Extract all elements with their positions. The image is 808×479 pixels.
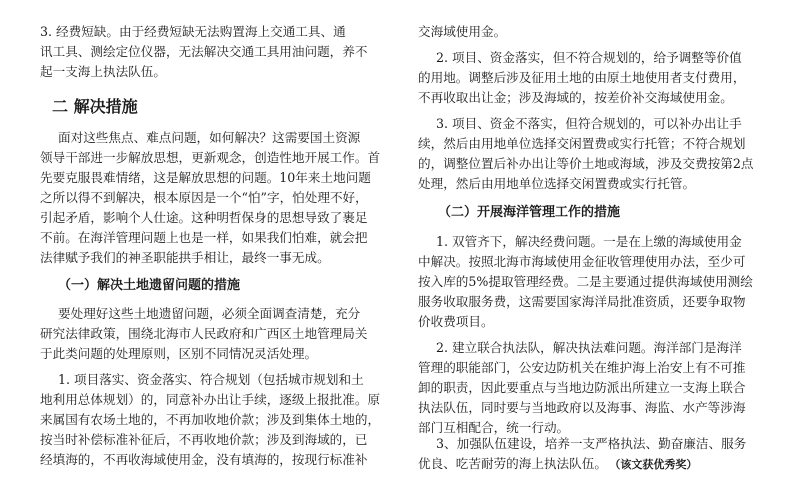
text-line: 起一支海上执法队伍。 <box>40 64 166 79</box>
text-line: 讯工具、测绘定位仪器，无法解决交通工具用油问题，养不 <box>40 44 368 59</box>
subheading: （一）解决土地遗留问题的措施 <box>58 278 241 293</box>
text-line: 处理，然后由用地单位选择交闲置费或实行托管。 <box>418 176 696 191</box>
text-line: 1. 项目落实、资金落实、符合规划（包括城市规划和土 <box>58 372 364 387</box>
text-line: 经填海的，不再收海域使用金，没有填海的，按现行标准补 <box>40 452 368 467</box>
text-line: 卸的职责，因此要重点与当地边防派出所建立一支海上联合 <box>418 380 746 395</box>
section-heading: 二 解决措施 <box>52 97 138 116</box>
text-line: 地利用总体规划）的，同意补办出让手续，逐级上报批准。原 <box>40 392 381 407</box>
text-line: 2. 建立联合执法队，解决执法难问题。海洋部门是海洋 <box>436 340 742 355</box>
subheading: （二）开展海洋管理工作的措施 <box>438 205 621 220</box>
text-line: 续，然后由用地单位选择交闲置费或实行托管；不符合规划 <box>418 136 746 151</box>
text-line: 的，调整位置后补办出让等价土地或海域，涉及交费按第2点 <box>418 156 754 171</box>
text-line: 引起矛盾，影响个人仕途。这种明哲保身的思想导致了裹足 <box>40 210 368 225</box>
text-line: 研究法律政策，围绕北海市人民政府和广西区土地管理局关 <box>40 326 368 341</box>
text-line: 不前。在海洋管理问题上也是一样，如果我们怕难，就会把 <box>40 230 368 245</box>
text-line: 按入库的5%提取管理经费。二是主要通过提供海域使用测绘 <box>418 274 753 289</box>
text-line: 2. 项目、资金落实，但不符合规划的，给予调整等价值 <box>436 50 742 65</box>
text-line: 执法队伍，同时要与当地政府以及海事、海监、水产等涉海 <box>418 400 746 415</box>
text-line: 于此类问题的处理原则，区别不同情况灵活处理。 <box>40 346 318 361</box>
text-line: 3、加强队伍建设，培养一支严格执法、勤奋廉洁、服务 <box>436 436 747 451</box>
text-line: 按当时补偿标准补征后，不再收地价款；涉及到海域的，已 <box>40 432 368 447</box>
text-line: 的用地。调整后涉及征用土地的由原土地使用者支付费用， <box>418 70 746 85</box>
award-note: （该文获优秀奖） <box>614 458 698 471</box>
text-line: 交海域使用金。 <box>418 24 507 39</box>
text-line: 要处理好这些土地遗留问题，必须全面调查清楚，充分 <box>58 306 361 321</box>
text-line: 管理的职能部门，公安边防机关在维护海上治安上有不可推 <box>418 360 746 375</box>
text-line: 法律赋予我们的神圣职能拱手相让，最终一事无成。 <box>40 250 330 265</box>
text-line: 价收费项目。 <box>418 314 494 329</box>
text-line: 不再收取出让金；涉及海域的，按差价补交海域使用金。 <box>418 90 733 105</box>
text-line: 服务收取服务费，这需要国家海洋局批准资质，还要争取物 <box>418 294 746 309</box>
text-line: 领导干部进一步解放思想，更新观念，创造性地开展工作。首 <box>40 150 381 165</box>
final-line <box>418 454 697 475</box>
text-line: 中解决。按照北海市海域使用金征收管理使用办法，至少可 <box>418 254 746 269</box>
text-line: 3. 经费短缺。由于经费短缺无法购置海上交通工具、通 <box>40 24 346 39</box>
text-line: 部门互相配合，统一行动。 <box>418 420 570 435</box>
text-line: 1. 双管齐下，解决经费问题。一是在上缴的海域使用金 <box>436 234 742 249</box>
text-line: 之所以得不到解决，根本原因是一个“怕”字，怕处理不好， <box>40 190 368 205</box>
text-line: 先要克服畏难情绪，这是解放思想的问题。10年来土地问题 <box>40 170 371 185</box>
text-line: 3. 项目、资金不落实，但符合规划的，可以补办出让手 <box>436 116 742 131</box>
text-line: 面对这些焦点、难点问题，如何解决？这需要国土资源 <box>58 130 361 145</box>
text-line: 优良、吃苦耐劳的海上执法队伍。 <box>418 456 607 471</box>
text-line: 来属国有农场土地的，不再加收地价款；涉及到集体土地的， <box>40 412 381 427</box>
